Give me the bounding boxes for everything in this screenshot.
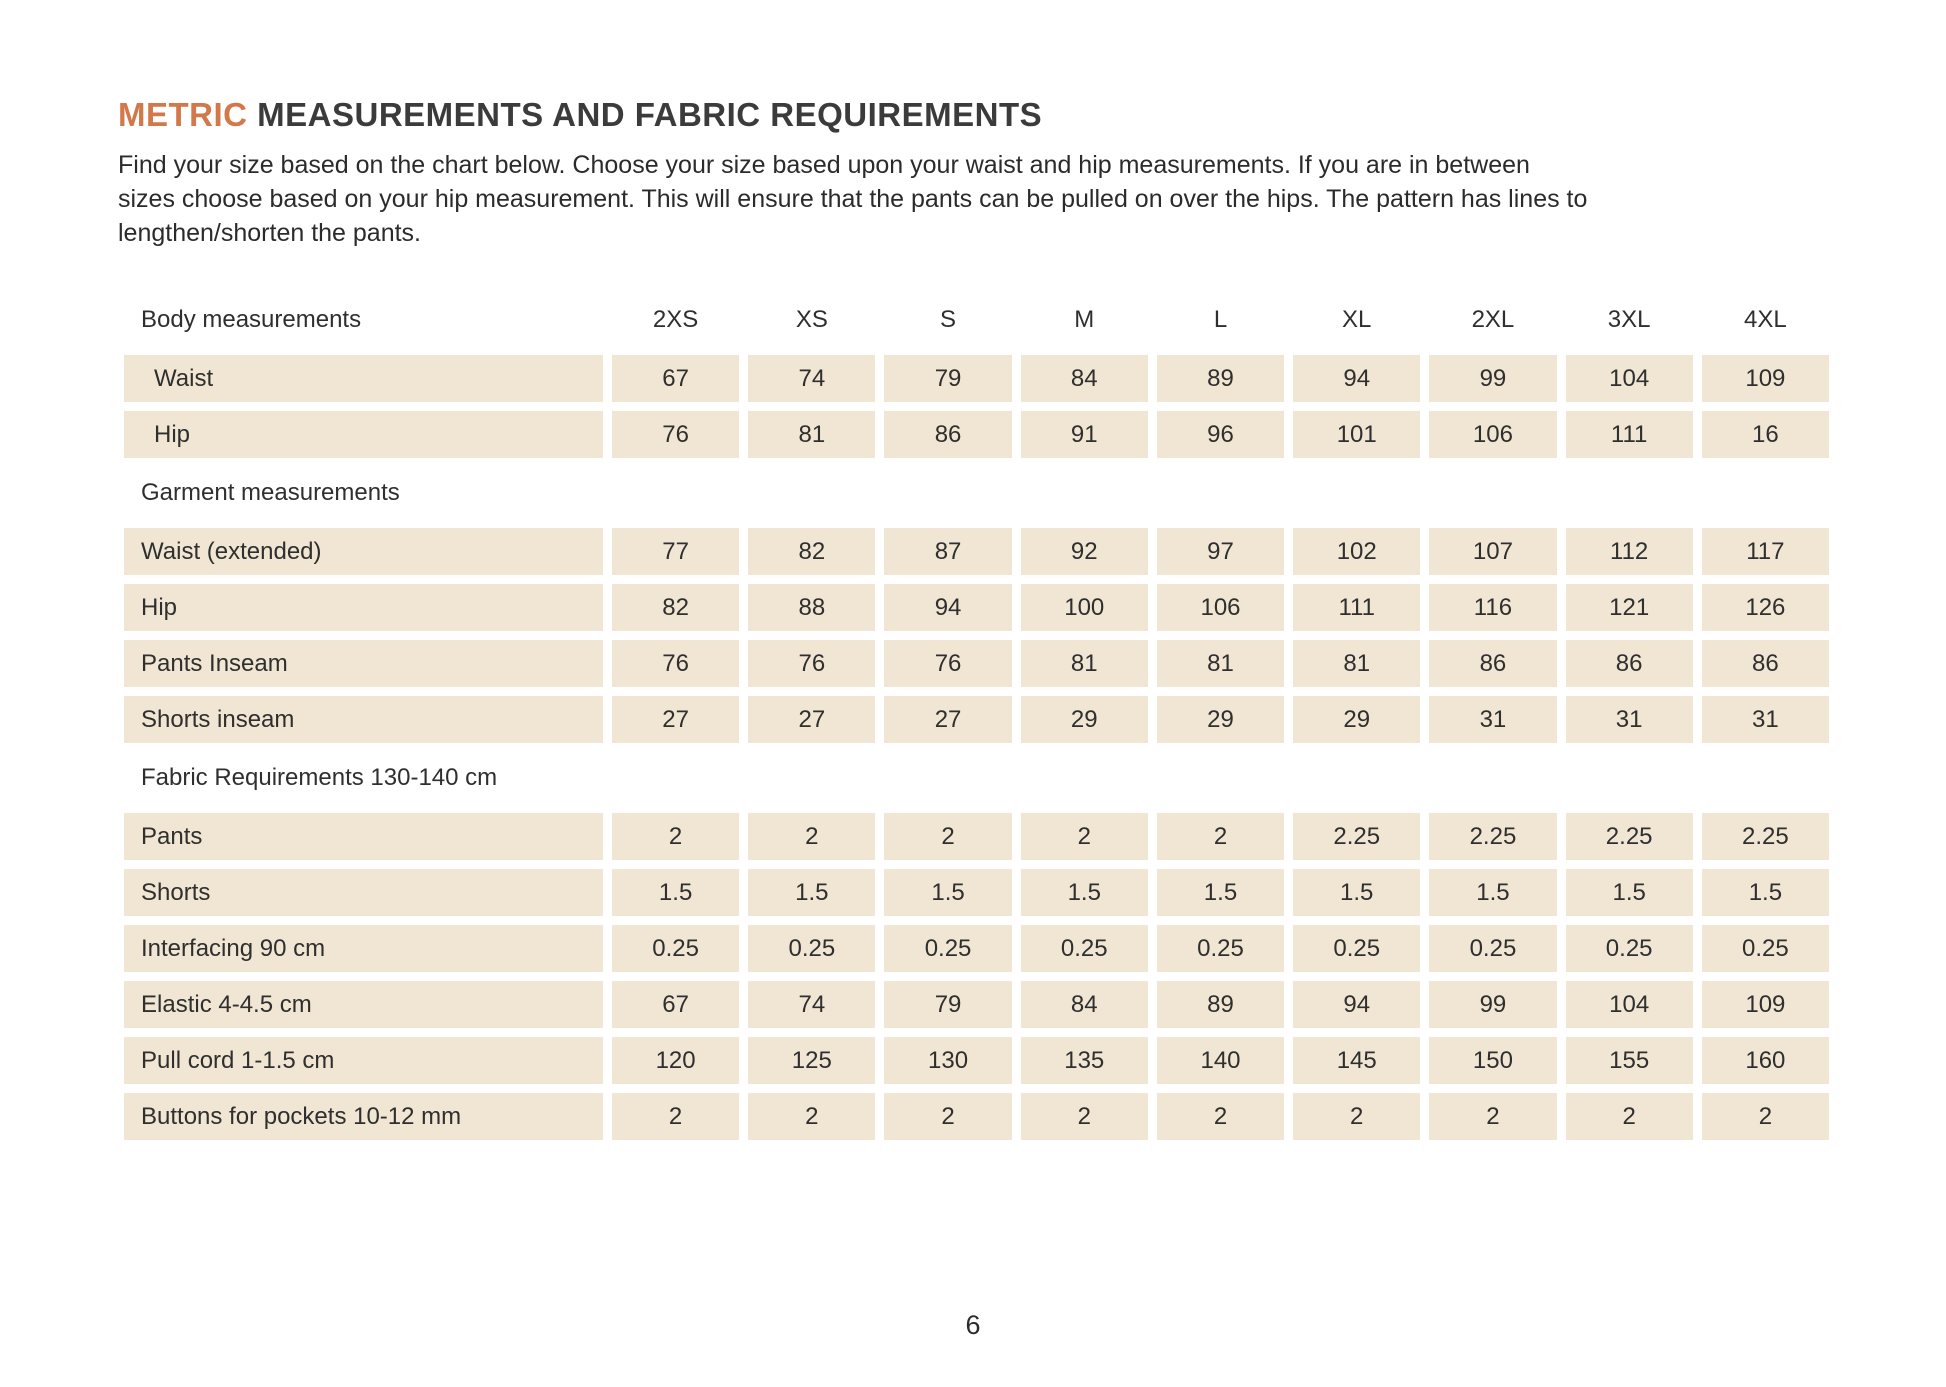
value-cell: 89 [1157, 355, 1284, 402]
value-cell: 109 [1702, 355, 1829, 402]
table-row [124, 411, 1829, 458]
value-cell: 84 [1021, 355, 1148, 402]
value-cell: 100 [1021, 584, 1148, 631]
value-cell: 86 [1566, 640, 1693, 687]
value-cell: 81 [1157, 640, 1284, 687]
value-cell: 104 [1566, 355, 1693, 402]
value-cell: 111 [1566, 411, 1693, 458]
value-cell: 99 [1429, 355, 1556, 402]
table-row [124, 696, 1829, 743]
row-label: Hip [141, 593, 178, 621]
row-label-cell [124, 528, 603, 575]
section-label: Garment measurements [141, 479, 400, 506]
table-row [124, 869, 1829, 916]
intro-paragraph [118, 148, 1830, 250]
row-label: Pants [141, 822, 203, 850]
size-column-header: M [1074, 306, 1095, 333]
value-cell: 84 [1021, 981, 1148, 1028]
size-chart-header-label: Body measurements [141, 306, 362, 333]
table-row [124, 528, 1829, 575]
value-cell: 2 [612, 1093, 739, 1140]
value-cell: 109 [1702, 981, 1829, 1028]
value-cell: 82 [748, 528, 875, 575]
value-cell: 1.5 [612, 869, 739, 916]
value-cell: 94 [884, 584, 1011, 631]
value-cell: 88 [748, 584, 875, 631]
row-label: Shorts [141, 878, 211, 906]
value-cell: 29 [1021, 696, 1148, 743]
value-cell: 87 [884, 528, 1011, 575]
value-cell: 27 [612, 696, 739, 743]
value-cell: 67 [612, 355, 739, 402]
row-label-cell [124, 869, 603, 916]
value-cell: 1.5 [1021, 869, 1148, 916]
value-cell: 106 [1157, 584, 1284, 631]
size-column-header: 3XL [1607, 306, 1651, 333]
row-label: Interfacing 90 cm [141, 934, 326, 962]
value-cell: 2 [1021, 1093, 1148, 1140]
value-cell: 96 [1157, 411, 1284, 458]
value-cell: 86 [1702, 640, 1829, 687]
value-cell: 1.5 [884, 869, 1011, 916]
row-label: Elastic 4-4.5 cm [141, 990, 312, 1018]
value-cell: 120 [612, 1037, 739, 1084]
value-cell: 2 [1429, 1093, 1556, 1140]
value-cell: 2 [612, 813, 739, 860]
table-row [124, 1093, 1829, 1140]
value-cell: 79 [884, 981, 1011, 1028]
value-cell: 121 [1566, 584, 1693, 631]
value-cell: 31 [1429, 696, 1556, 743]
intro-line: sizes choose based on your hip measurement. This will ensure that the pants can be pulled on over the hips. The pattern has lines to [118, 185, 1588, 213]
value-cell: 0.25 [1702, 925, 1829, 972]
value-cell: 160 [1702, 1037, 1829, 1084]
value-cell: 106 [1429, 411, 1556, 458]
value-cell: 77 [612, 528, 739, 575]
value-cell: 140 [1157, 1037, 1284, 1084]
value-cell: 29 [1293, 696, 1420, 743]
value-cell: 112 [1566, 528, 1693, 575]
value-cell: 76 [884, 640, 1011, 687]
value-cell: 126 [1702, 584, 1829, 631]
value-cell: 31 [1566, 696, 1693, 743]
value-cell: 2 [1702, 1093, 1829, 1140]
value-cell: 2 [884, 813, 1011, 860]
size-column-header: S [940, 306, 957, 333]
value-cell: 116 [1429, 584, 1556, 631]
value-cell: 86 [1429, 640, 1556, 687]
row-label: Waist [154, 364, 214, 392]
size-chart-rows [124, 355, 1829, 1140]
value-cell: 16 [1702, 411, 1829, 458]
value-cell: 31 [1702, 696, 1829, 743]
value-cell: 2.25 [1702, 813, 1829, 860]
value-cell: 135 [1021, 1037, 1148, 1084]
size-chart-header-row [124, 294, 1829, 346]
value-cell: 82 [612, 584, 739, 631]
table-row [124, 355, 1829, 402]
row-label-cell [124, 1093, 603, 1140]
value-cell: 102 [1293, 528, 1420, 575]
size-column-header: XS [795, 306, 828, 333]
intro-line: lengthen/shorten the pants. [118, 219, 422, 247]
value-cell: 1.5 [748, 869, 875, 916]
value-cell: 0.25 [1293, 925, 1420, 972]
size-chart [124, 294, 1829, 1140]
value-cell: 81 [748, 411, 875, 458]
value-cell: 97 [1157, 528, 1284, 575]
value-cell: 111 [1293, 584, 1420, 631]
value-cell: 1.5 [1157, 869, 1284, 916]
row-label: Hip [154, 420, 191, 448]
size-column-header: L [1213, 306, 1228, 333]
value-cell: 145 [1293, 1037, 1420, 1084]
value-cell: 74 [748, 355, 875, 402]
value-cell: 94 [1293, 981, 1420, 1028]
value-cell: 0.25 [1429, 925, 1556, 972]
value-cell: 0.25 [748, 925, 875, 972]
value-cell: 0.25 [1157, 925, 1284, 972]
row-label: Shorts inseam [141, 705, 295, 733]
value-cell: 1.5 [1702, 869, 1829, 916]
page-content [118, 96, 1830, 1149]
row-label-cell [124, 981, 603, 1028]
table-row [124, 1037, 1829, 1084]
row-label: Waist (extended) [141, 537, 322, 565]
value-cell: 89 [1157, 981, 1284, 1028]
value-cell: 0.25 [612, 925, 739, 972]
value-cell: 155 [1566, 1037, 1693, 1084]
section-row [124, 752, 1829, 804]
value-cell: 92 [1021, 528, 1148, 575]
value-cell: 2 [1293, 1093, 1420, 1140]
table-row [124, 640, 1829, 687]
value-cell: 2.25 [1566, 813, 1693, 860]
value-cell: 0.25 [1566, 925, 1693, 972]
size-column-header: 2XS [652, 306, 699, 333]
value-cell: 1.5 [1566, 869, 1693, 916]
value-cell: 1.5 [1293, 869, 1420, 916]
table-row [124, 813, 1829, 860]
value-cell: 0.25 [884, 925, 1011, 972]
value-cell: 76 [612, 411, 739, 458]
page-number: 6 [965, 1310, 981, 1340]
value-cell: 91 [1021, 411, 1148, 458]
row-label-cell [124, 411, 603, 458]
value-cell: 1.5 [1429, 869, 1556, 916]
row-label-cell [124, 1037, 603, 1084]
table-row [124, 925, 1829, 972]
value-cell: 81 [1021, 640, 1148, 687]
value-cell: 117 [1702, 528, 1829, 575]
table-row [124, 981, 1829, 1028]
value-cell: 81 [1293, 640, 1420, 687]
value-cell: 94 [1293, 355, 1420, 402]
value-cell: 0.25 [1021, 925, 1148, 972]
value-cell: 27 [748, 696, 875, 743]
value-cell: 2 [884, 1093, 1011, 1140]
row-label: Pull cord 1-1.5 cm [141, 1046, 335, 1074]
row-label: Pants Inseam [141, 649, 288, 677]
value-cell: 107 [1429, 528, 1556, 575]
row-label-cell [124, 696, 603, 743]
value-cell: 74 [748, 981, 875, 1028]
table-row [124, 584, 1829, 631]
intro-line: Find your size based on the chart below. Choose your size based upon your waist and hip measurements. If you are in between [118, 151, 1530, 179]
value-cell: 76 [748, 640, 875, 687]
value-cell: 2.25 [1429, 813, 1556, 860]
value-cell: 2 [748, 813, 875, 860]
value-cell: 76 [612, 640, 739, 687]
row-label-cell [124, 355, 603, 402]
value-cell: 99 [1429, 981, 1556, 1028]
page-title-rest: MEASUREMENTS AND FABRIC REQUIREMENTS [247, 96, 1043, 133]
value-cell: 101 [1293, 411, 1420, 458]
value-cell: 104 [1566, 981, 1693, 1028]
section-label: Fabric Requirements 130-140 cm [141, 764, 498, 791]
value-cell: 150 [1429, 1037, 1556, 1084]
row-label-cell [124, 640, 603, 687]
value-cell: 67 [612, 981, 739, 1028]
size-column-header: 4XL [1744, 306, 1787, 333]
value-cell: 2 [1021, 813, 1148, 860]
value-cell: 130 [884, 1037, 1011, 1084]
row-label-cell [124, 584, 603, 631]
value-cell: 125 [748, 1037, 875, 1084]
value-cell: 2.25 [1293, 813, 1420, 860]
value-cell: 2 [1566, 1093, 1693, 1140]
section-row [124, 467, 1829, 519]
page-title [118, 96, 1830, 134]
value-cell: 86 [884, 411, 1011, 458]
value-cell: 79 [884, 355, 1011, 402]
value-cell: 2 [748, 1093, 875, 1140]
row-label-cell [124, 813, 603, 860]
value-cell: 29 [1157, 696, 1284, 743]
row-label-cell [124, 925, 603, 972]
size-column-header: XL [1342, 306, 1372, 333]
row-label: Buttons for pockets 10-12 mm [141, 1102, 462, 1130]
value-cell: 2 [1157, 813, 1284, 860]
value-cell: 27 [884, 696, 1011, 743]
page-title-highlight: METRIC [118, 96, 248, 133]
value-cell: 2 [1157, 1093, 1284, 1140]
size-column-header: 2XL [1471, 306, 1515, 333]
